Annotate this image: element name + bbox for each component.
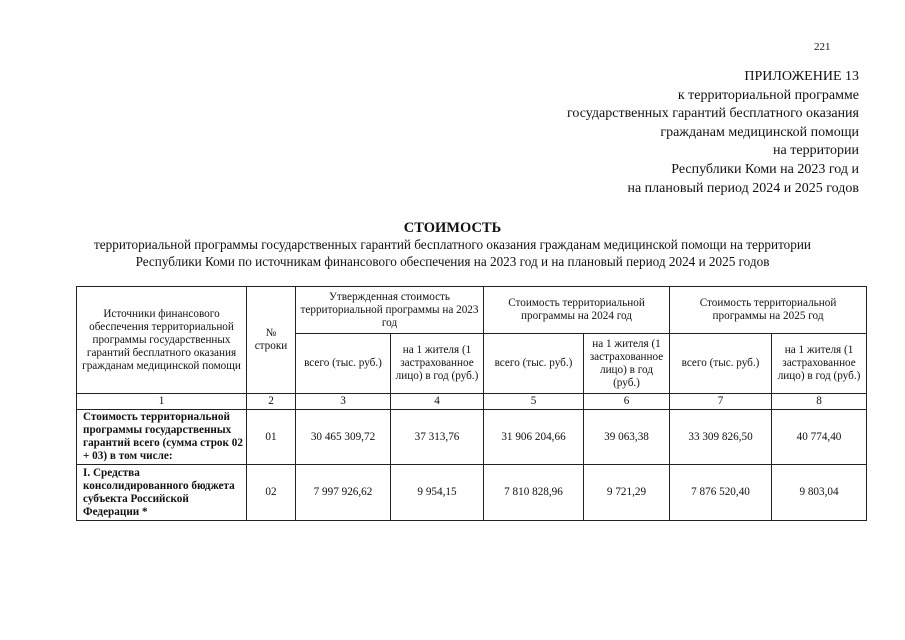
header-total-2025: всего (тыс. руб.) xyxy=(670,334,772,394)
row-number: 01 xyxy=(247,410,296,465)
subtitle-line: Республики Коми по источникам финансового обеспечения на 2023 год и на плановый период 2024 и 2025 годов xyxy=(135,254,770,269)
appendix-line: государственных гарантий бесплатного оказания xyxy=(567,106,859,122)
cell-per-resident-2024: 39 063,38 xyxy=(584,410,670,465)
header-source: Источники финансового обеспечения территориальной программы государственных гарантий бесплатного оказания гражданам медицинской помощи xyxy=(77,287,247,394)
cell-per-resident-2025: 40 774,40 xyxy=(772,410,867,465)
header-group-2024: Стоимость территориальной программы на 2024 год xyxy=(484,287,670,334)
row-source: Стоимость территориальной программы государственных гарантий всего (сумма строк 02 + 03) в том числе: xyxy=(77,410,247,465)
appendix-line: на плановый период 2024 и 2025 годов xyxy=(627,180,859,196)
cell-total-2024: 7 810 828,96 xyxy=(484,465,584,521)
header-row-no: № строки xyxy=(247,287,296,394)
header-group-2023: Утвержденная стоимость территориальной программы на 2023 год xyxy=(296,287,484,334)
page-number: 221 xyxy=(814,41,831,53)
appendix-line: на территории xyxy=(773,143,859,159)
column-numbers-row xyxy=(77,394,867,410)
header-group-2025: Стоимость территориальной программы на 2025 год xyxy=(670,287,867,334)
cell-total-2023: 7 997 926,62 xyxy=(296,465,391,521)
cell-total-2025: 33 309 826,50 xyxy=(670,410,772,465)
header-per-resident-2023: на 1 жителя (1 застрахованное лицо) в год (руб.) xyxy=(391,334,484,394)
column-number: 2 xyxy=(247,394,296,410)
subtitle-line: территориальной программы государственных гарантий бесплатного оказания гражданам медицинской помощи на территории xyxy=(94,237,811,252)
cell-per-resident-2023: 37 313,76 xyxy=(391,410,484,465)
cost-table xyxy=(76,286,867,521)
header-total-2023: всего (тыс. руб.) xyxy=(296,334,391,394)
cell-total-2023: 30 465 309,72 xyxy=(296,410,391,465)
column-number: 5 xyxy=(484,394,584,410)
column-number: 3 xyxy=(296,394,391,410)
cell-per-resident-2025: 9 803,04 xyxy=(772,465,867,521)
header-per-resident-2025: на 1 жителя (1 застрахованное лицо) в год (руб.) xyxy=(772,334,867,394)
row-number: 02 xyxy=(247,465,296,521)
header-per-resident-2024: на 1 жителя (1 застрахованное лицо) в год (руб.) xyxy=(584,334,670,394)
document-subtitle xyxy=(40,236,865,270)
document-title: СТОИМОСТЬ xyxy=(403,220,502,236)
appendix-line: гражданам медицинской помощи xyxy=(660,124,859,140)
appendix-line: к территориальной программе xyxy=(677,87,859,103)
appendix-header xyxy=(439,68,859,198)
column-number: 8 xyxy=(772,394,867,410)
cell-per-resident-2024: 9 721,29 xyxy=(584,465,670,521)
cell-per-resident-2023: 9 954,15 xyxy=(391,465,484,521)
cell-total-2024: 31 906 204,66 xyxy=(484,410,584,465)
cell-total-2025: 7 876 520,40 xyxy=(670,465,772,521)
appendix-line: ПРИЛОЖЕНИЕ 13 xyxy=(744,69,859,84)
header-total-2024: всего (тыс. руб.) xyxy=(484,334,584,394)
column-number: 4 xyxy=(391,394,484,410)
column-number: 7 xyxy=(670,394,772,410)
column-number: 6 xyxy=(584,394,670,410)
table-row xyxy=(77,410,867,465)
appendix-line: Республики Коми на 2023 год и xyxy=(671,161,859,177)
table-row xyxy=(77,465,867,521)
column-number: 1 xyxy=(77,394,247,410)
row-source: I. Средства консолидированного бюджета субъекта Российской Федерации * xyxy=(77,465,247,521)
